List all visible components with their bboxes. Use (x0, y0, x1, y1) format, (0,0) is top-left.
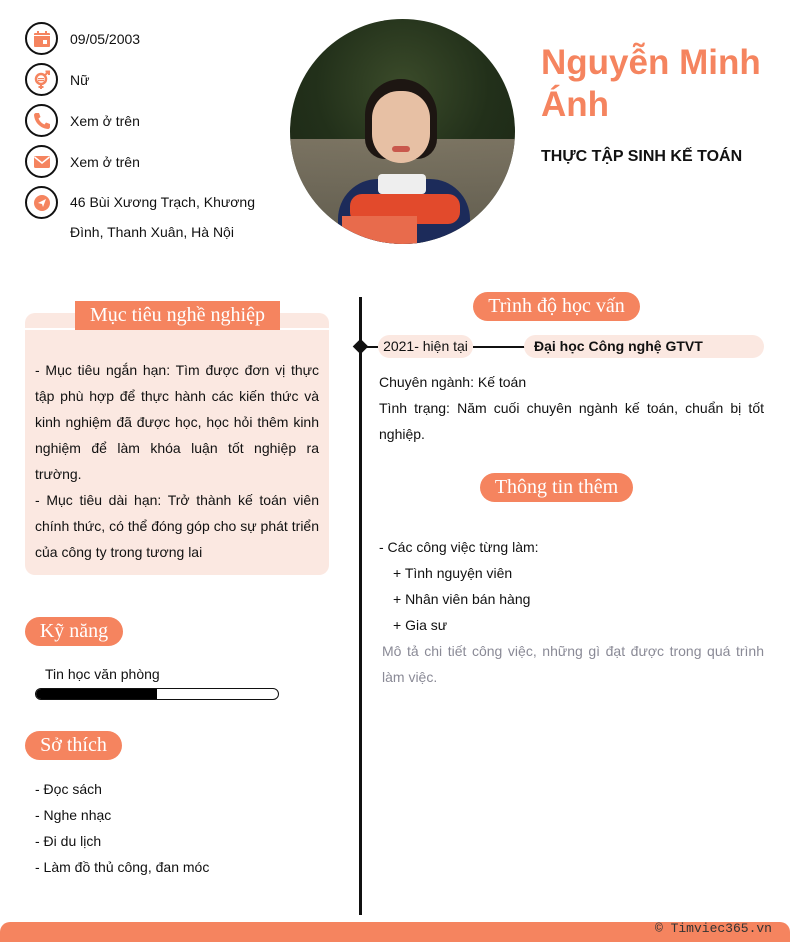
objective-long-term: - Mục tiêu dài hạn: Trở thành kế toán viên chính thức, có thể đóng góp cho sự phát triển của công ty trong tương lai (35, 492, 319, 560)
email-icon (25, 145, 58, 178)
phone-text: Xem ở trên (70, 112, 140, 129)
hobby-item: - Nghe nhạc (35, 807, 112, 823)
contact-gender (25, 63, 89, 96)
gender-icon (25, 63, 58, 96)
footer-bar (0, 922, 790, 942)
objective-text (35, 357, 319, 565)
hobby-list (35, 776, 209, 880)
job-title: THỰC TẬP SINH KẾ TOÁN (541, 148, 743, 165)
address-line-1: 46 Bùi Xương Trạch, Khương (70, 194, 255, 210)
job-item: + Nhân viên bán hàng (393, 591, 531, 607)
job-item: + Gia sư (393, 617, 448, 633)
skill-progress-fill (36, 689, 157, 699)
candidate-name: Nguyễn Minh Ánh (541, 43, 761, 124)
education-school: Đại học Công nghệ GTVT (524, 335, 764, 358)
contact-email (25, 145, 140, 178)
hobby-item: - Làm đồ thủ công, đan móc (35, 859, 210, 875)
education-period: 2021- hiện tại (378, 335, 473, 358)
education-major: Chuyên ngành: Kế toán (379, 374, 527, 390)
extra-heading: Thông tin thêm (480, 473, 633, 502)
education-heading: Trình độ học vấn (473, 292, 640, 321)
skill-label: Tin học văn phòng (45, 666, 160, 682)
timeline-line (359, 297, 362, 915)
timeline-connector (362, 346, 378, 348)
hobbies-heading: Sở thích (25, 731, 122, 760)
calendar-icon (25, 22, 58, 55)
profile-photo (290, 19, 515, 244)
contact-dob (25, 22, 140, 55)
address-text (70, 187, 255, 247)
dob-text: 09/05/2003 (70, 30, 141, 47)
contact-address (25, 186, 255, 247)
location-icon (25, 186, 58, 219)
skills-heading: Kỹ năng (25, 617, 123, 646)
extra-details (379, 534, 764, 690)
hobby-item: - Đi du lịch (35, 833, 102, 849)
education-status: Tình trạng: Năm cuối chuyên ngành kế toán, chuẩn bị tốt nghiệp. (379, 400, 764, 442)
job-item: + Tình nguyện viên (393, 565, 513, 581)
skill-progress-bar (35, 688, 279, 700)
contact-phone (25, 104, 140, 137)
extra-note: Mô tả chi tiết công việc, những gì đạt được trong quá trình làm việc. (382, 643, 764, 685)
hobby-item: - Đọc sách (35, 781, 102, 797)
objective-heading: Mục tiêu nghề nghiệp (75, 301, 280, 330)
objective-short-term: - Mục tiêu ngắn hạn: Tìm được đơn vị thực tập phù hợp để thực hành các kiến thức và kinh nghiệm đã được học, học hỏi thêm kinh nghiệm để làm khóa luận tốt nghiệp ra trường. (35, 362, 319, 482)
education-details (379, 369, 764, 447)
footer-copyright: © Timviec365.vn (654, 921, 772, 936)
address-line-2: Đình, Thanh Xuân, Hà Nội (70, 224, 234, 240)
gender-text: Nữ (70, 71, 90, 88)
phone-icon (25, 104, 58, 137)
email-text: Xem ở trên (70, 153, 140, 170)
timeline-connector (473, 346, 525, 348)
extra-intro: - Các công việc từng làm: (379, 539, 539, 555)
